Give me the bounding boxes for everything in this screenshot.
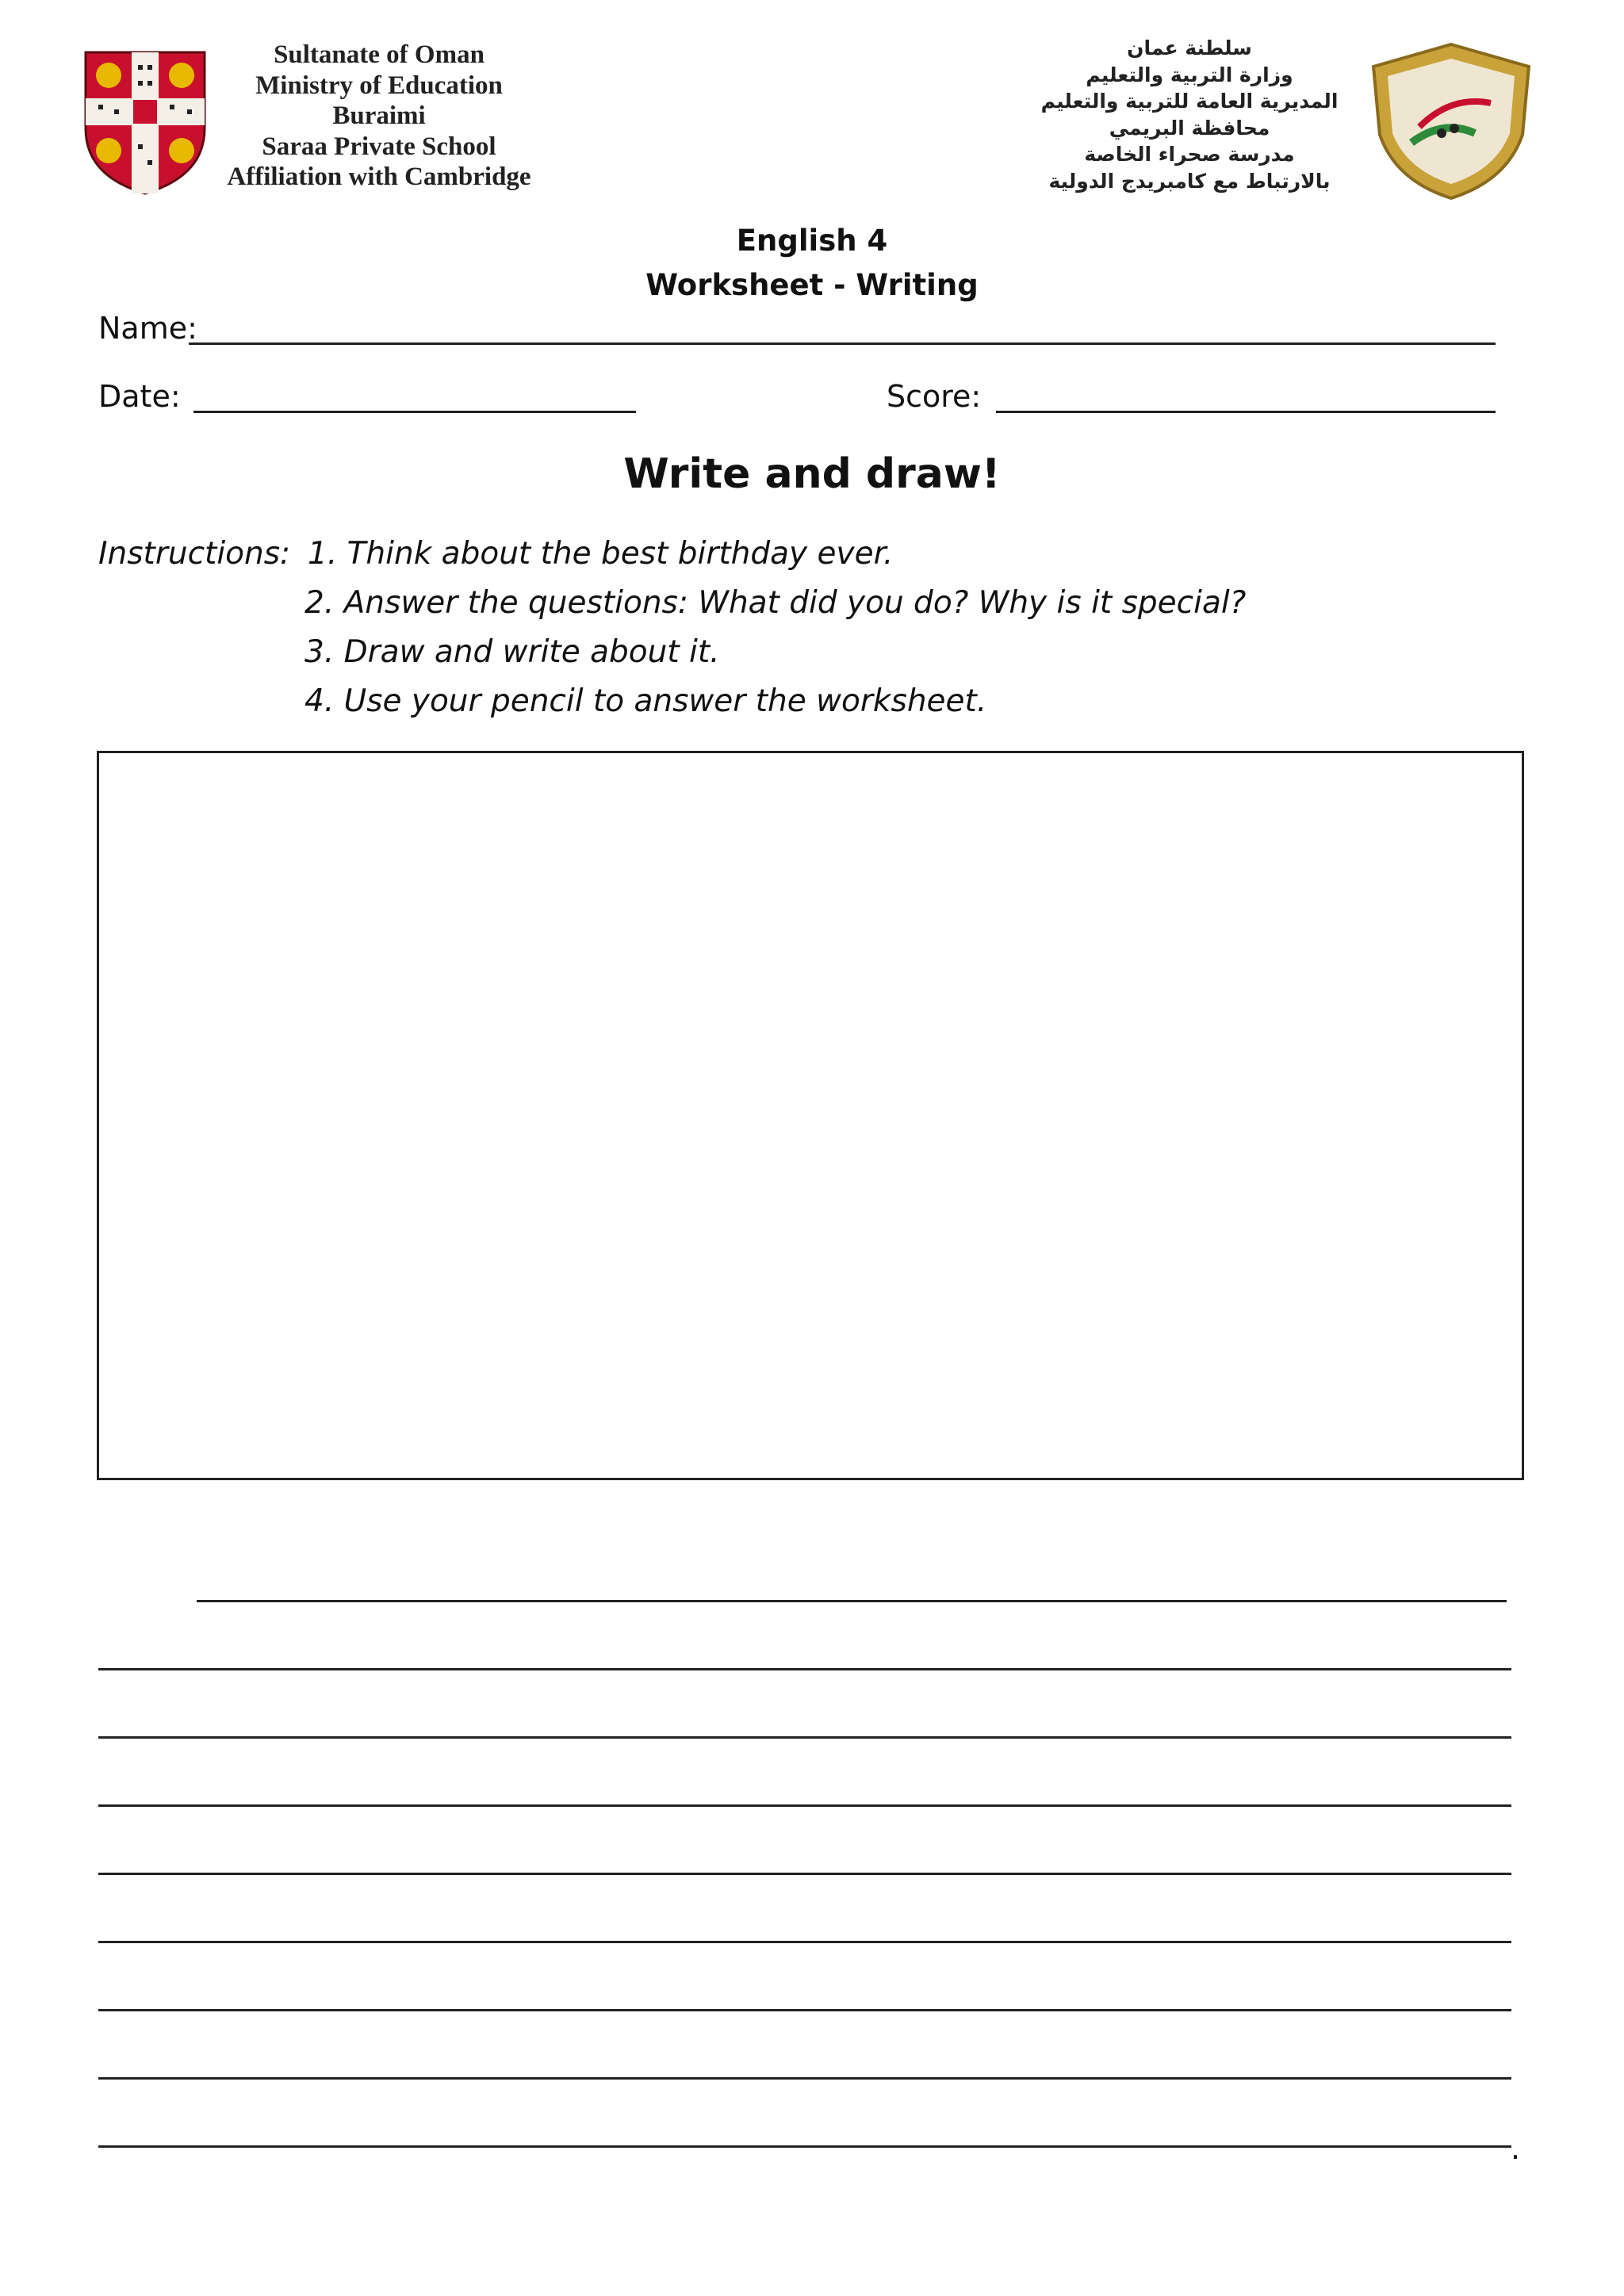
- name-label: Name:: [98, 311, 197, 346]
- course-title: English 4: [736, 224, 888, 258]
- activity-title: Write and draw!: [623, 450, 1001, 498]
- school-name-english: Sultanate of Oman Ministry of Education Buraimi Saraa Private School Affiliation with Cambridge: [227, 40, 531, 191]
- instruction-item: 4. Use your pencil to answer the worksheet.: [304, 683, 987, 719]
- writing-line[interactable]: [98, 1668, 1511, 1670]
- writing-line[interactable]: [98, 1736, 1511, 1739]
- writing-line[interactable]: [98, 2009, 1511, 2011]
- cambridge-crest-icon: [82, 49, 208, 197]
- instruction-item: 3. Draw and write about it.: [304, 634, 720, 670]
- writing-line[interactable]: [98, 1804, 1511, 1807]
- instruction-item: 2. Answer the questions: What did you do? Why is it special?: [304, 585, 1247, 621]
- school-badge-icon: [1364, 40, 1538, 202]
- name-field-line[interactable]: [189, 342, 1496, 345]
- writing-line[interactable]: [98, 1873, 1511, 1875]
- writing-line[interactable]: [98, 1941, 1511, 1943]
- end-period: .: [1511, 2131, 1521, 2166]
- writing-line[interactable]: [98, 2145, 1511, 2148]
- writing-line[interactable]: [98, 2077, 1511, 2080]
- instructions-label: Instructions:: [98, 536, 291, 572]
- score-label: Score:: [887, 379, 982, 414]
- date-field-line[interactable]: [193, 411, 636, 413]
- score-field-line[interactable]: [996, 411, 1496, 413]
- worksheet-subtitle: Worksheet - Writing: [645, 268, 979, 302]
- date-label: Date:: [98, 379, 181, 414]
- instruction-item: 1. Think about the best birthday ever.: [308, 536, 894, 572]
- writing-line[interactable]: [197, 1600, 1507, 1602]
- drawing-area[interactable]: [97, 751, 1524, 1480]
- school-name-arabic: سلطنة عمان وزارة التربية والتعليم المديرية العامة للتربية والتعليم محافظة البريمي مدرسة صحراء الخاصة بالارتباط مع كامبريدج الدولية: [1040, 36, 1339, 193]
